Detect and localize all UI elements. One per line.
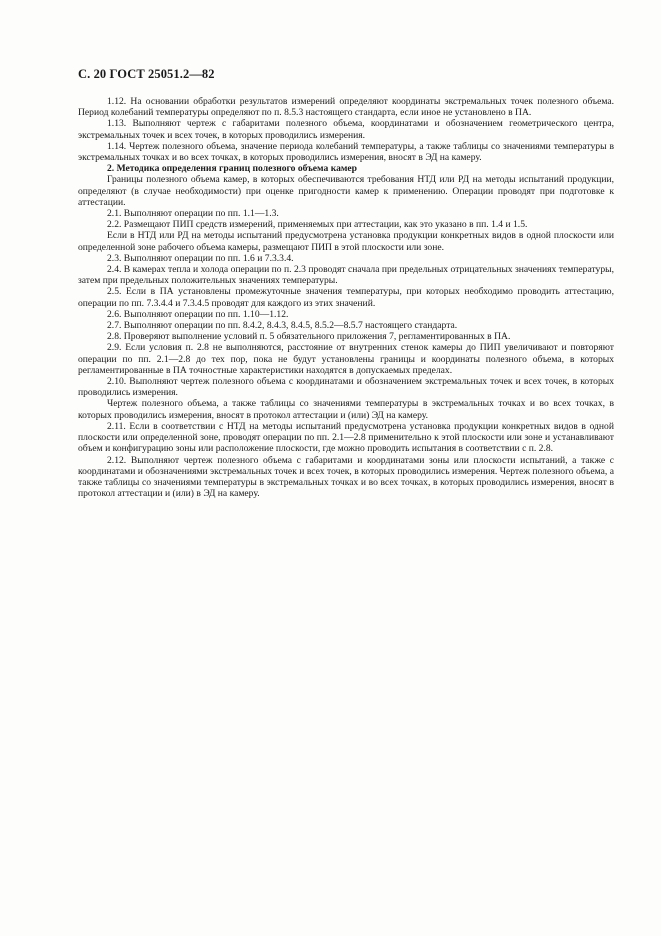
paragraph-2-8: 2.8. Проверяют выполнение условий п. 5 обязательного приложения 7, регламентированных в ПА. [107,331,511,343]
paragraph-1-14: 1.14. Чертеж полезного объема, значение периода колебаний температуры, а также таблицы со значениями температуры в экстремальных точках и во всех точках, в которых проводились измерения, вносят в ЭД на камеру. [78,140,614,164]
page-header: С. 20 ГОСТ 25051.2—82 [78,67,215,81]
paragraph-2-7: 2.7. Выполняют операции по пп. 8.4.2, 8.4.3, 8.4.5, 8.5.2—8.5.7 настоящего стандарта. [107,320,458,332]
section-heading-2: 2. Методика определения границ полезного объема камер [107,163,358,175]
paragraph-2-5: 2.5. Если в ПА установлены промежуточные значения температуры, при которых необходимо проводить аттестацию, операции по пп. 7.3.4.4 и 7.3.4.5 проводят для каждого из этих значений. [78,286,614,309]
paragraph-2-4: 2.4. В камерах тепла и холода операции по п. 2.3 проводят сначала при предельных отрицательных значениях температуры, затем при предельных положительных значениях температуры. [78,264,614,287]
paragraph-2-1: 2.1. Выполняют операции по пп. 1.1—1.3. [107,208,279,220]
paragraph-2-9: 2.9. Если условия п. 2.8 не выполняются, расстояние от внутренних стенок камеры до ПИП увеличивают и повторяют операции по пп. 2.1—2.8 до тех пор, пока не будут установлены границы и координаты полезного объема, в которых регламентированные в ПА точностные характеристики находятся в допускаемых пределах. [78,342,614,376]
paragraph-2-3: 2.3. Выполняют операции по пп. 1.6 и 7.3.3.4. [107,252,294,264]
paragraph-2-intro: Границы полезного объема камер, в которых обеспечиваются требования НТД или РД на методы испытаний продукции, определяют (в случае необходимости) при оценке пригодности камер к применению. Операции проводят при подготовке к аттестации. [78,174,614,208]
paragraph-1-12: 1.12. На основании обработки результатов измерений определяют координаты экстремальных точек полезного объема. Период колебаний температуры определяют по п. 8.5.3 настоящего стандарта, если иное не установлено в ПА. [78,96,614,119]
paragraph-2-10-cont: Чертеж полезного объема, а также таблицы со значениями температуры в экстремальных точках и во всех точках, в которых проводились измерения, вносят в протокол аттестации и (или) ЭД на камеру. [78,398,614,421]
paragraph-2-6: 2.6. Выполняют операции по пп. 1.10—1.12. [107,308,289,320]
paragraph-2-12: 2.12. Выполняют чертеж полезного объема с габаритами и координатами зоны или плоскости испытаний, а также с координатами и обозначениями экстремальных точек и всех точек, в которых проводились измерения. Чертеж полезного объема, а также таблицы со значениями температуры в экстремальных точках и во всех точках, в которых проводились измерения, вносят в протокол аттестации и (или) в ЭД на камеру. [78,454,614,500]
paragraph-2-2-cont: Если в НТД или РД на методы испытаний предусмотрена установка продукции конкретных видов в одной плоскости или определенной зоне рабочего объема камеры, размещают ПИП в этой плоскости или зоне. [78,230,614,253]
paragraph-2-10: 2.10. Выполняют чертеж полезного объема с координатами и обозначением экстремальных точек и всех точек, в которых проводились измерения. [78,376,614,399]
paragraph-2-11: 2.11. Если в соответствии с НТД на методы испытаний предусмотрена установка продукции конкретных видов в одной плоскости или определенной зоне, проводят операции по пп. 2.1—2.8 применительно к этой плоскости или зоне и устанавливают объем и конфигурацию зоны или расположение плоскости, где можно проводить испытания в соответствии с п. 2.8. [78,420,614,455]
paragraph-1-13: 1.13. Выполняют чертеж с габаритами полезного объема, координатами и обозначением геометрического центра, экстремальных точек и всех точек, в которых проводились измерения. [78,118,614,141]
paragraph-2-2: 2.2. Размещают ПИП средств измерений, применяемых при аттестации, как это указано в пп. 1.4 и 1.5. [107,219,528,231]
document-body [78,96,614,499]
